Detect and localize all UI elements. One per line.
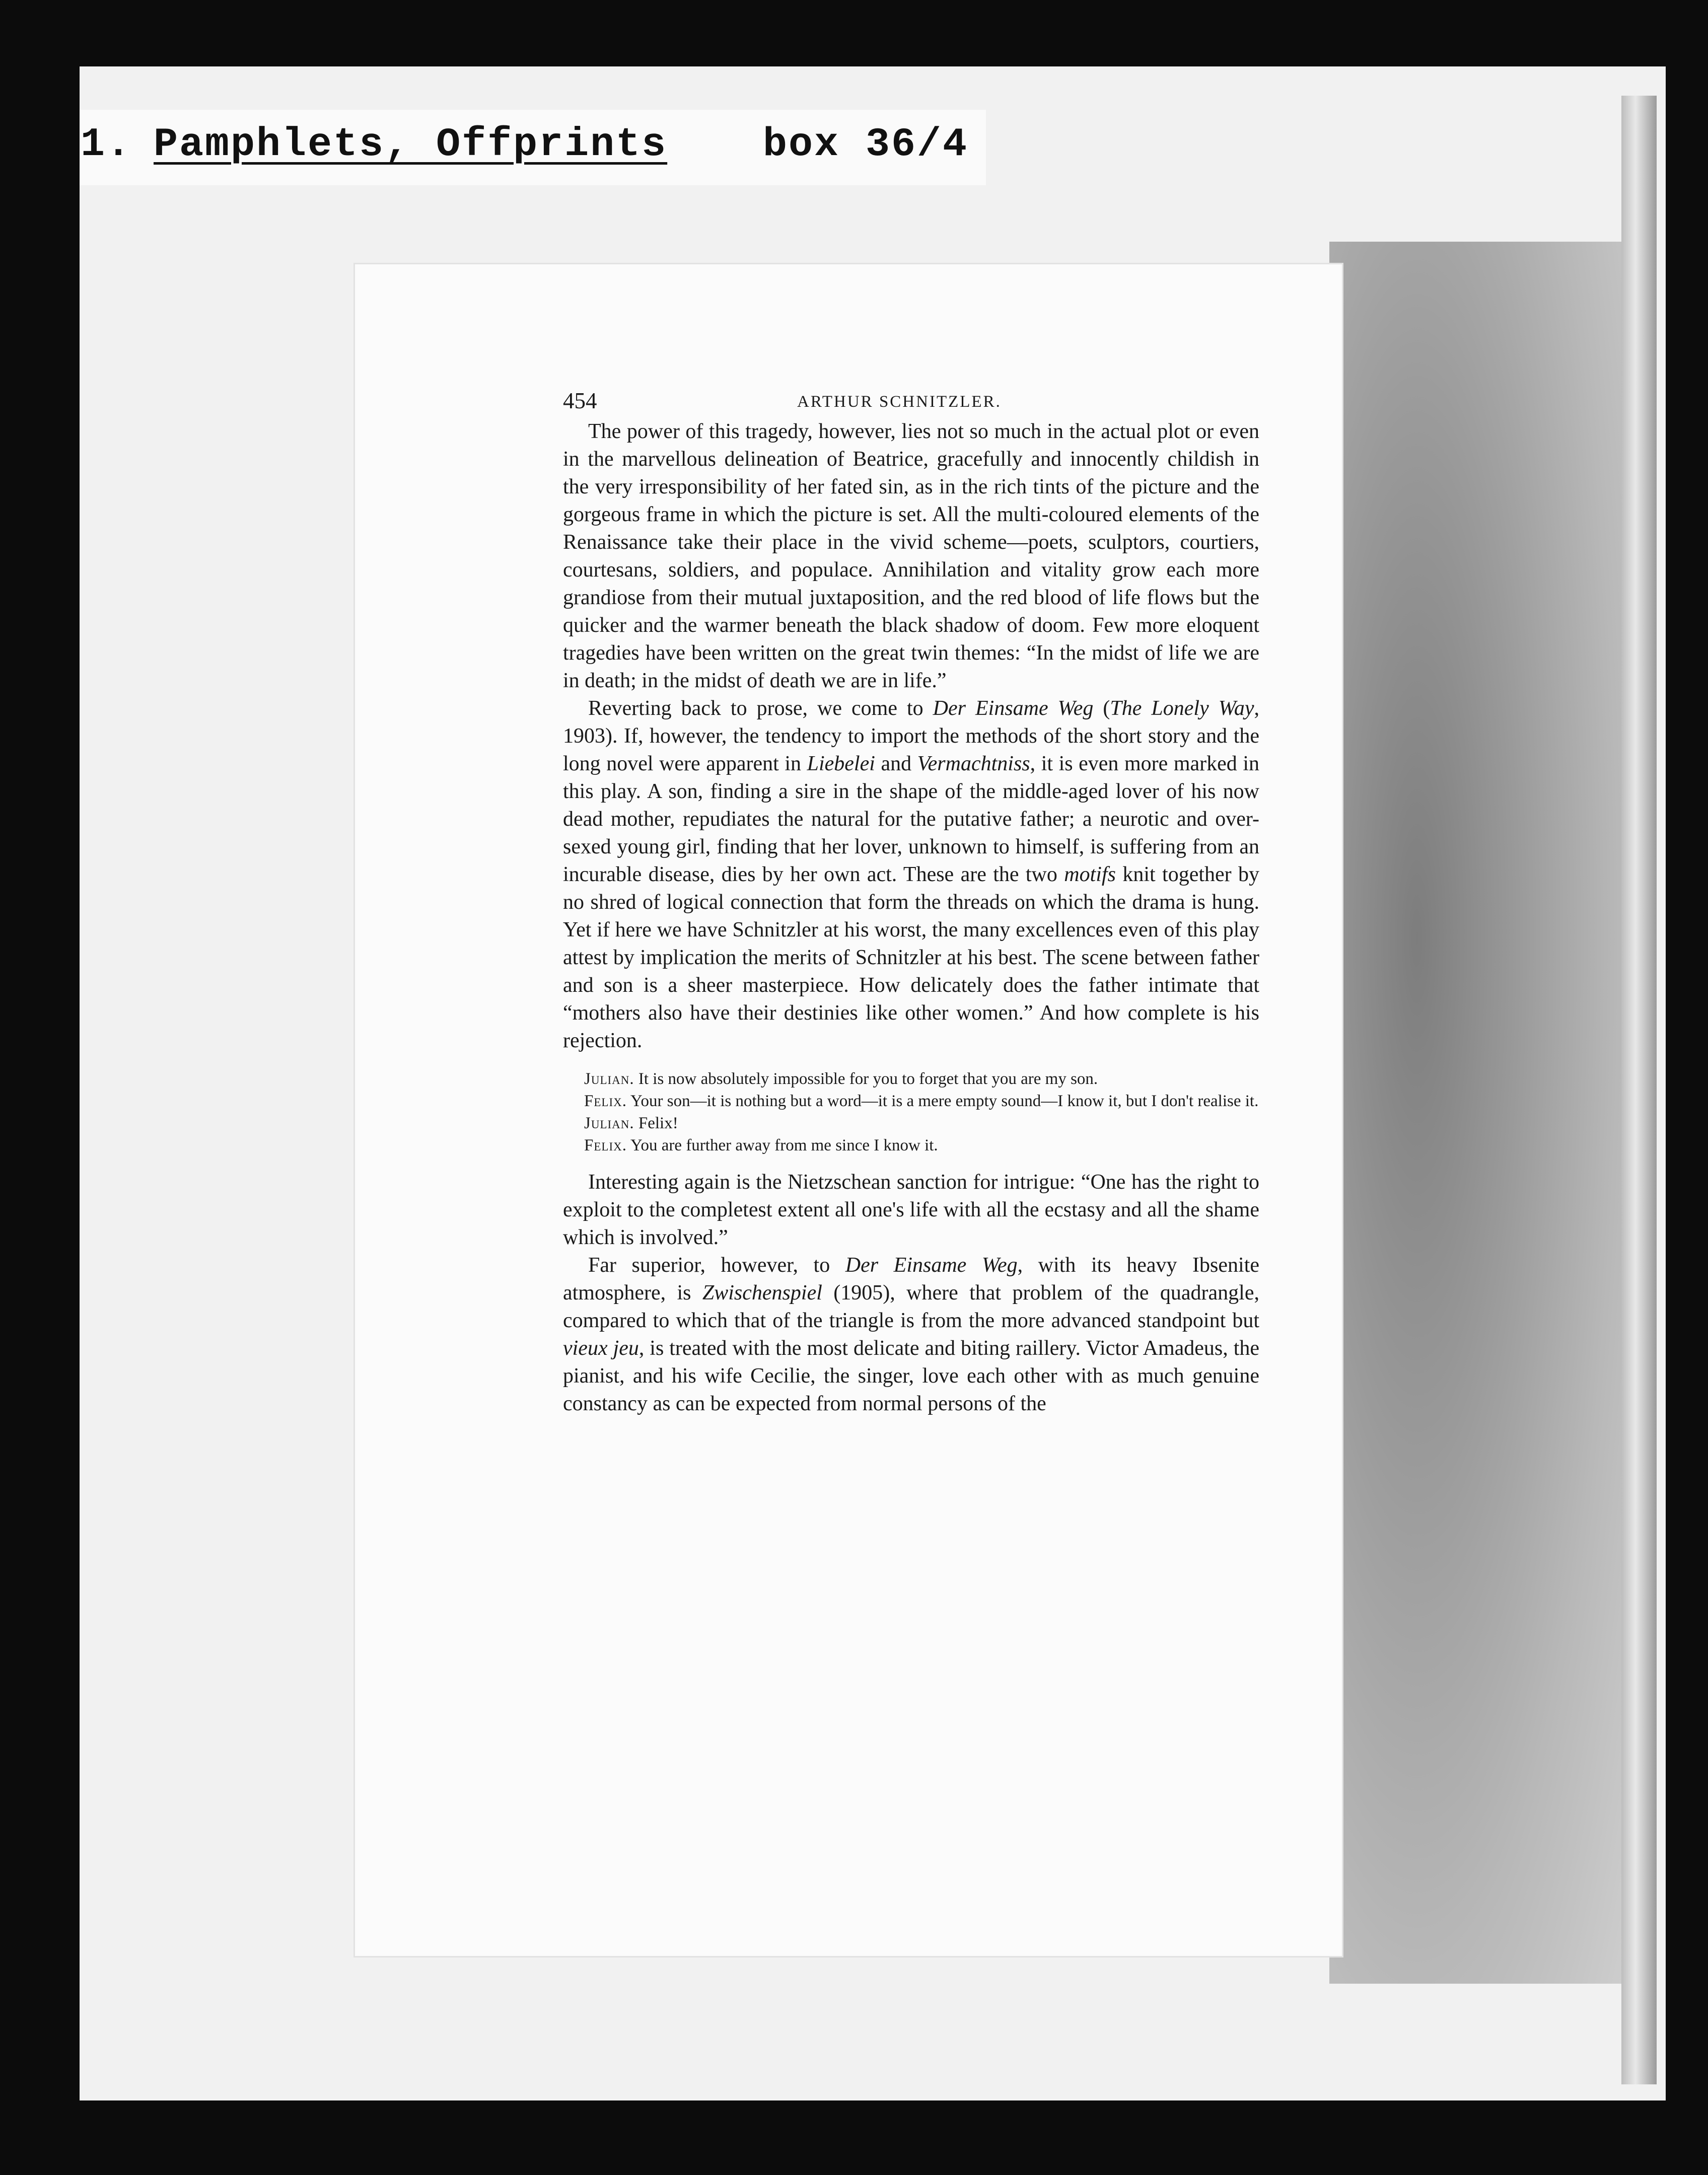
dialog-line: Julian. It is now absolutely impossible for you to forget that you are my son. <box>584 1070 1098 1088</box>
paragraph-2: Reverting back to prose, we come to Der Einsame Weg (The Lonely Way, 1903). If, however, the tendency to import the methods of the short story and the long novel were apparent in Liebelei and Vermachtniss, it is even more marked in this play. A son, finding a sire in the shape of the middle-aged lover of his now dead mother, repudiates the natural for the putative father; a neurotic and over-sexed young girl, finding that her lover, unknown to himself, is suffering from an incurable disease, dies by her own act. These are the two motifs knit together by no shred of logical connection that form the threads on which the drama is hung. Yet if here we have Schnitzler at his worst, the many excellences even of this play attest by implication the merits of Schnitzler at his best. The scene between father and son is a sheer masterpiece. How delicately does the father intimate that “mothers also have their destinies like other women.” And how complete is his rejection. <box>563 697 1260 1052</box>
page-content <box>563 388 1259 1418</box>
archive-label-number: 1. <box>81 122 132 168</box>
running-head <box>563 388 1259 418</box>
paragraph-1: The power of this tragedy, however, lies not so much in the actual plot or even in the marvellous delineation of Beatrice, gracefully and innocently childish in the very irresponsibility of her fated sin, as in the rich tints of the picture and the gorgeous frame in which the picture is set. All the multi-coloured elements of the Renaissance take their place in the vivid scheme—poets, sculptors, courtiers, courtesans, soldiers, and populace. Annihilation and vitality grow each more grandiose from their mutual juxtaposition, and the red blood of life flows but the quicker and the warmer beneath the black shadow of doom. Few more eloquent tragedies have been written on the great twin themes: “In the midst of life we are in death; in the midst of death we are in life.” <box>563 420 1259 692</box>
archive-box-number: box 36/4 <box>763 122 969 168</box>
dialog-line: Felix. You are further away from me since I know it. <box>584 1136 938 1154</box>
dialog-excerpt <box>563 1068 1259 1156</box>
dialog-line: Felix. Your son—it is nothing but a word—it is a mere empty sound—I know it, but I don't realise it. <box>584 1092 1259 1110</box>
running-title: ARTHUR SCHNITZLER. <box>797 393 1002 411</box>
offprint-shadow <box>1329 242 1621 1984</box>
page-number: 454 <box>563 388 597 413</box>
archive-label-title: Pamphlets, Offprints <box>154 122 668 168</box>
dialog-line: Julian. Felix! <box>584 1114 678 1132</box>
paragraph-3: Interesting again is the Nietzschean sanction for intrigue: “One has the right to exploit to the completest extent all one's life with all the ecstasy and all the shame which is involved.” <box>563 1171 1259 1249</box>
paragraph-4: Far superior, however, to Der Einsame Weg, with its heavy Ibsenite atmosphere, is Zwischenspiel (1905), where that problem of the quadrangle, compared to which that of the triangle is from the more advanced standpoint but vieux jeu, is treated with the most delicate and biting raillery. Victor Amadeus, the pianist, and his wife Cecilie, the singer, love each other with as much genuine constancy as can be expected from normal persons of the <box>563 1254 1259 1415</box>
sheet-edge <box>1621 96 1657 2084</box>
